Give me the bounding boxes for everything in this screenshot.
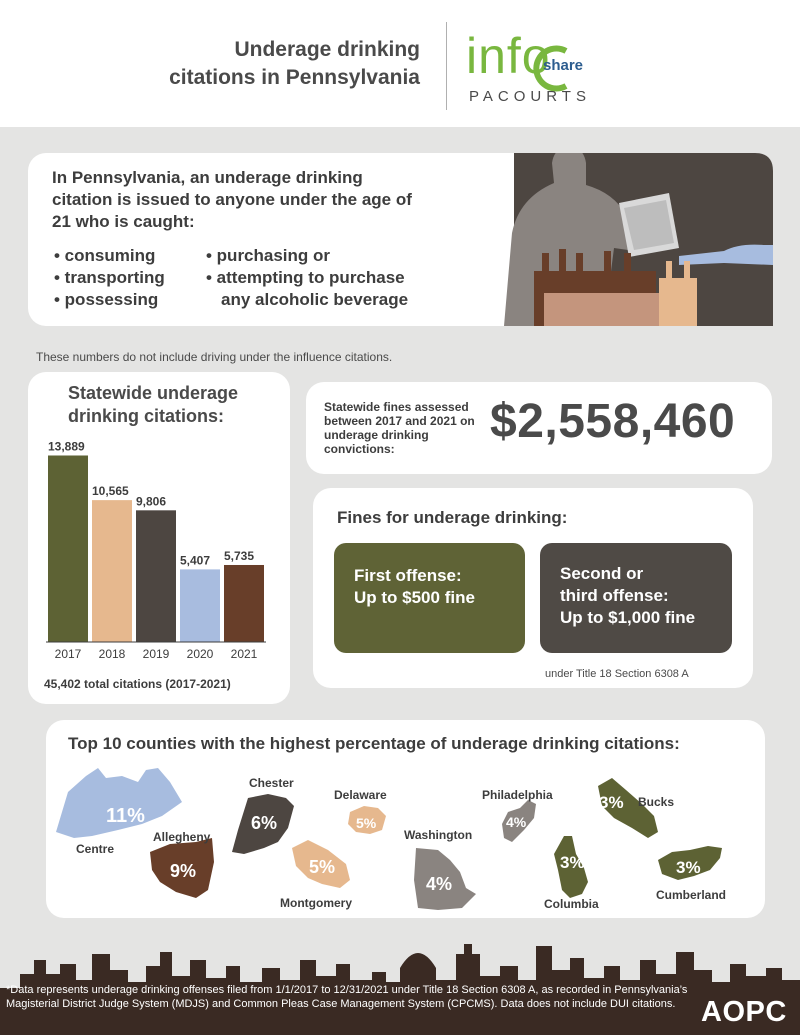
page-title-line2: citations in Pennsylvania [169,66,420,89]
aopc-logo: AOPC [701,996,787,1028]
penalties-title: Fines for underage drinking: [337,508,568,527]
data-footnote: *Data represents underage drinking offenses filed from 1/1/2017 to 12/31/2021 under Title 18 Section 6308 A, as recorded in Pennsylvania’s Magisterial District Judge System (MDJS) and Common Pleas Case Management System (CPCMS). Data does not include DUI citations. [6,984,688,1010]
list-item: • consuming [54,246,156,265]
first-offense-line2: Up to $500 fine [354,588,475,607]
first-offense-line1: First offense: [354,566,462,585]
chart-title-line2: drinking citations: [68,406,225,426]
county-allegheny-pct: 9% [170,861,197,881]
second-offense-line1: Second or [560,564,644,583]
counties-map [46,720,765,918]
second-offense-box [540,543,732,653]
dui-note: These numbers do not include driving under the influence citations. [36,350,393,364]
x-tick-label: 2019 [142,647,170,661]
county-bucks-pct: 3% [599,793,624,812]
county-allegheny-name: Allegheny [153,830,211,844]
county-centre-pct: 11% [106,805,145,827]
county-washington-name: Washington [404,828,473,842]
logo-share-text: share [543,57,584,74]
counties-card [46,720,765,918]
bar-2017 [48,455,88,642]
bar-value-label: 9,806 [136,494,167,509]
citations-chart-card [28,372,290,704]
second-offense-line3: Up to $1,000 fine [560,608,696,627]
county-bucks-name: Bucks [638,795,675,809]
county-cumberland-name: Cumberland [656,888,727,902]
bar-value-label: 13,889 [48,439,85,454]
list-item: • transporting [54,268,165,287]
bar-2021 [224,565,264,642]
list-item: • purchasing or [206,246,331,265]
county-delaware-name: Delaware [334,788,387,802]
x-tick-label: 2018 [98,647,126,661]
offense-list-left [54,245,165,311]
bar-value-label: 5,407 [180,553,211,568]
counties-title: Top 10 counties with the highest percentage of underage drinking citations: [68,734,680,753]
page-title [120,36,420,92]
chart-total: 45,402 total citations (2017-2021) [44,677,231,691]
list-item: any alcoholic beverage [221,290,409,309]
county-delaware-pct: 5% [356,815,377,831]
intro-card [28,153,773,326]
x-tick-label: 2017 [54,647,82,661]
bar-2020 [180,569,220,642]
infoshare-logo [466,26,606,108]
list-item: • possessing [54,290,159,309]
logo-pacourts-text: PACOURTS [469,88,591,105]
county-chester-name: Chester [249,776,294,790]
header-divider [446,22,447,110]
county-centre-shape [56,768,182,838]
second-offense-line2: third offense: [560,586,669,605]
logo-info-text: info [466,28,551,84]
chart-title-line1: Statewide underage [68,383,239,403]
county-philadelphia-pct: 4% [506,814,527,830]
county-chester-pct: 6% [251,813,278,833]
fines-label: Statewide fines assessed between 2017 and 2021 on underage drinking convictions: [324,400,475,456]
county-washington-pct: 4% [426,874,453,894]
county-philadelphia-name: Philadelphia [482,788,553,802]
header [0,0,800,127]
bar-2018 [92,500,132,642]
list-item: • attempting to purchase [206,268,405,287]
county-centre-name: Centre [76,842,115,856]
intro-text: In Pennsylvania, an underage drinking citation is issued to anyone under the age of 21 who is caught: [52,168,412,231]
page-title-line1: Underage drinking [234,38,420,61]
fines-total-card [306,382,772,474]
chart-title [68,382,238,428]
county-columbia-pct: 3% [560,853,585,872]
county-montgomery-pct: 5% [309,857,336,877]
bar-2019 [136,510,176,642]
x-tick-label: 2021 [230,647,258,661]
county-cumberland-pct: 3% [676,858,701,877]
county-columbia-name: Columbia [544,897,599,911]
county-montgomery-name: Montgomery [280,896,352,910]
x-tick-label: 2020 [186,647,214,661]
store-clerk-illustration [474,153,773,326]
penalties-card [313,488,753,688]
offense-list-right [206,245,408,311]
bar-value-label: 5,735 [224,548,255,563]
law-reference: under Title 18 Section 6308 A [545,668,689,680]
fines-amount: $2,558,460 [490,395,736,448]
bar-value-label: 10,565 [92,484,129,499]
first-offense-box [334,543,525,653]
